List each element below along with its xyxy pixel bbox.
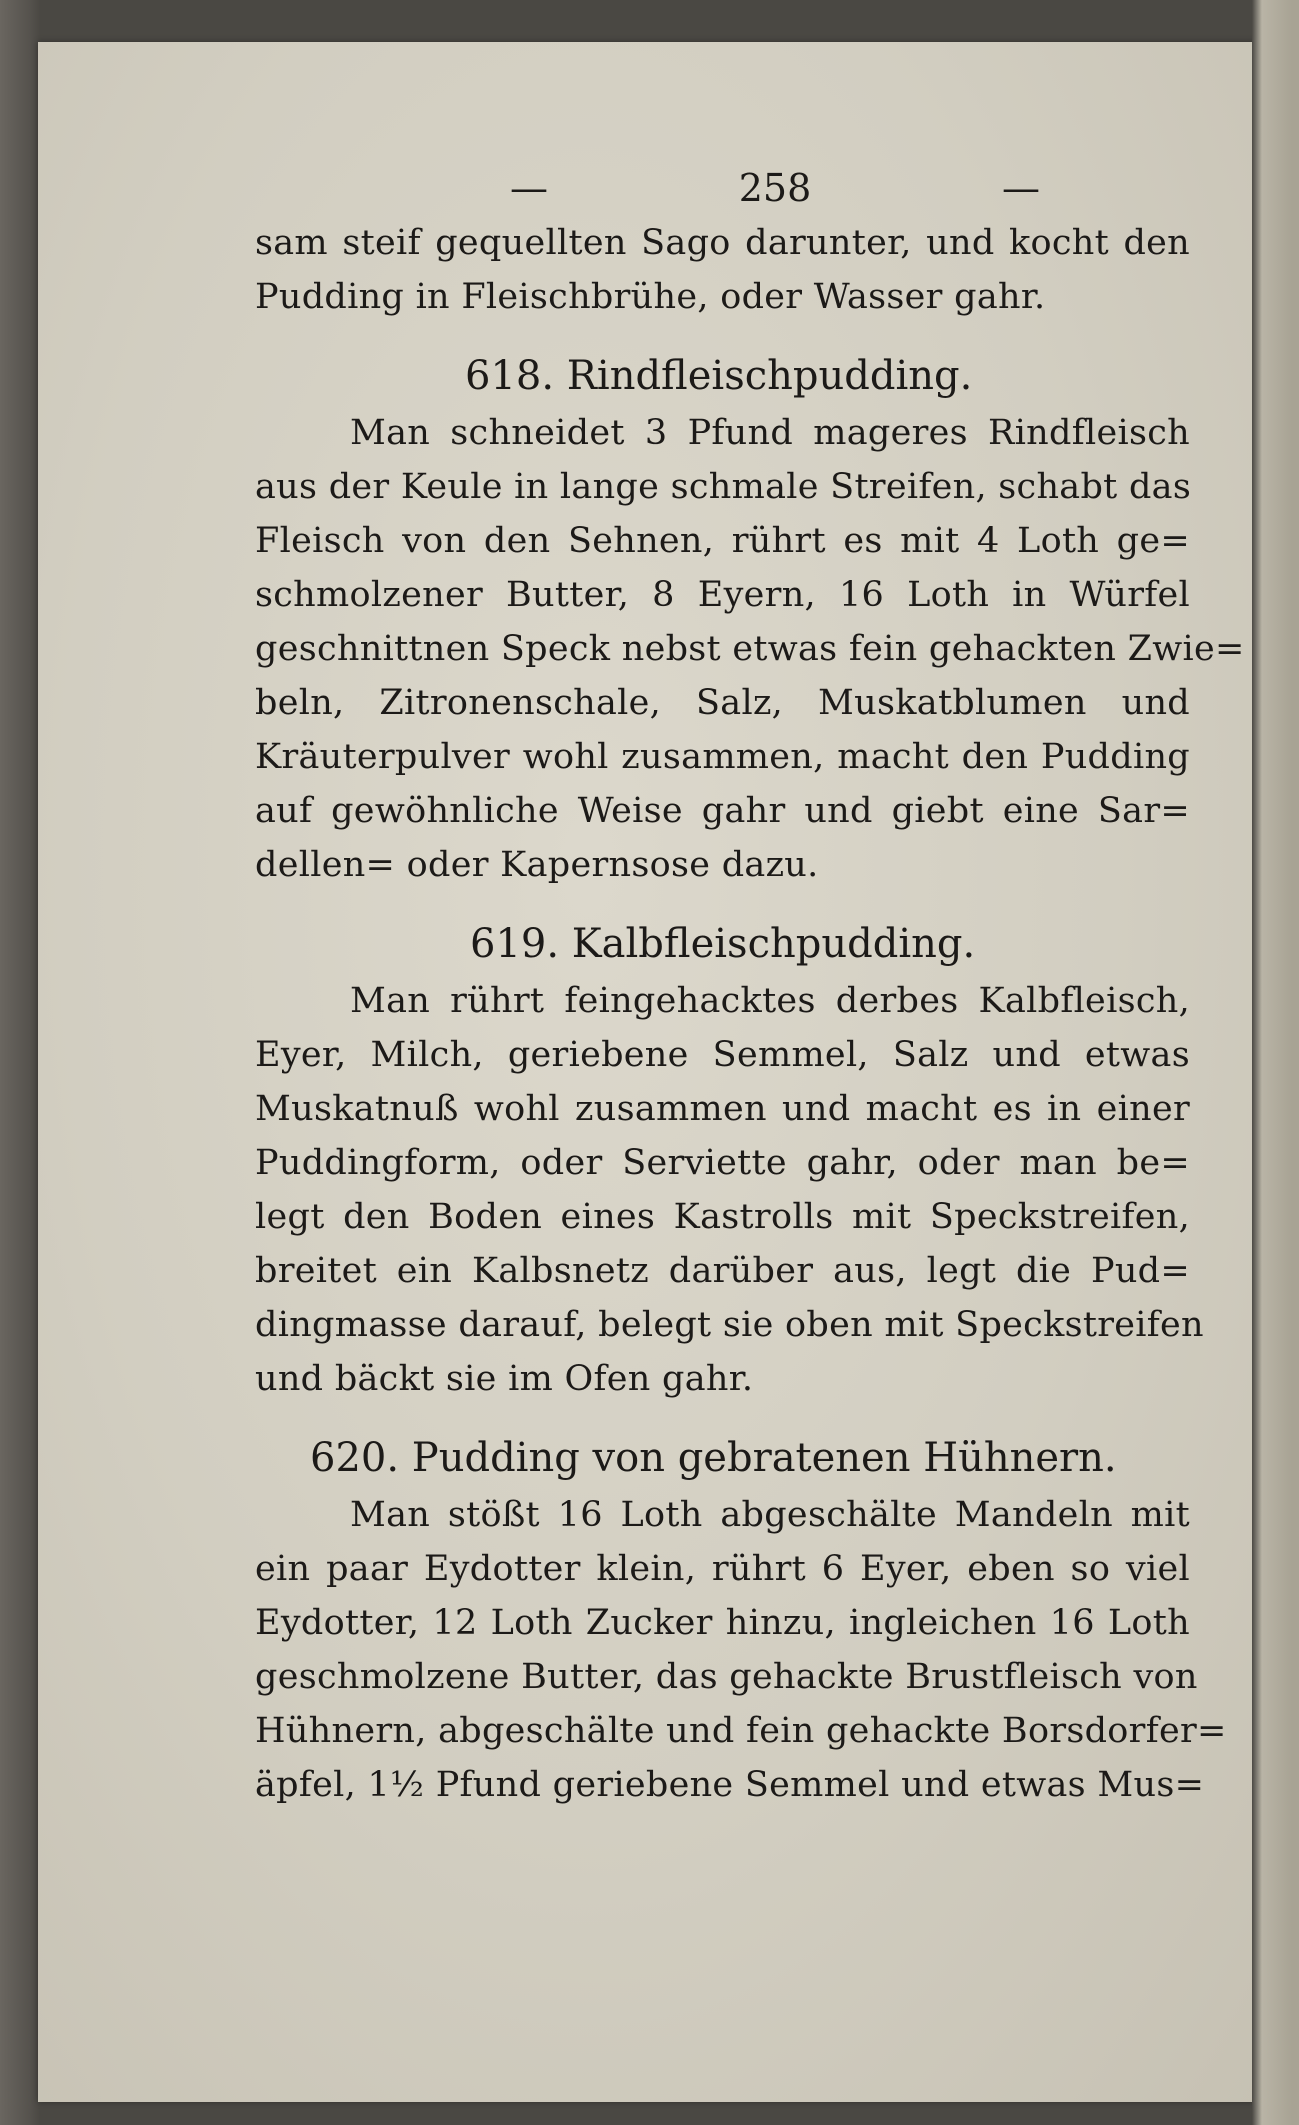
recipe-line: Kräuterpulver wohl zusammen, macht den Pudding <box>255 737 1190 777</box>
recipe-line: dingmasse darauf, belegt sie oben mit Speckstreifen <box>255 1305 1204 1345</box>
recipe-line: äpfel, 1½ Pfund geriebene Semmel und etwas Mus= <box>255 1765 1205 1805</box>
intro-line: sam steif gequellten Sago darunter, und kocht den <box>255 223 1190 263</box>
recipe-line: ein paar Eydotter klein, rührt 6 Eyer, eben so viel <box>255 1549 1190 1589</box>
header-dash-right: — <box>1002 166 1040 210</box>
recipe-line: Puddingform, oder Serviette gahr, oder man be= <box>255 1143 1190 1183</box>
recipe-line: Man rührt feingehacktes derbes Kalbfleisch, <box>350 981 1190 1021</box>
recipe-number: 620. <box>310 1435 400 1481</box>
recipe-line: Eydotter, 12 Loth Zucker hinzu, ingleichen 16 Loth <box>255 1603 1190 1643</box>
page-header <box>510 160 1040 216</box>
recipe-line: und bäckt sie im Ofen gahr. <box>255 1359 754 1399</box>
recipe-line: geschnittnen Speck nebst etwas fein gehackten Zwie= <box>255 629 1245 669</box>
recipe-line: Muskatnuß wohl zusammen und macht es in einer <box>255 1089 1190 1129</box>
recipe-line: beln, Zitronenschale, Salz, Muskatblumen und <box>255 683 1190 723</box>
recipe-line: Hühnern, abgeschälte und fein gehackte Borsdorfer= <box>255 1711 1227 1751</box>
recipe-title: Pudding von gebratenen Hühnern. <box>411 1435 1117 1481</box>
header-dash-left: — <box>510 166 548 210</box>
recipe-line: dellen= oder Kapernsose dazu. <box>255 845 819 885</box>
recipe-line: Man schneidet 3 Pfund mageres Rindfleisch <box>350 413 1190 453</box>
recipe-number: 618. <box>465 353 555 399</box>
recipe-line: schmolzener Butter, 8 Eyern, 16 Loth in Würfel <box>255 575 1190 615</box>
recipe-heading-619 <box>255 914 1190 974</box>
recipe-line: Eyer, Milch, geriebene Semmel, Salz und etwas <box>255 1035 1190 1075</box>
recipe-line: legt den Boden eines Kastrolls mit Speckstreifen, <box>255 1197 1190 1237</box>
recipe-line: Fleisch von den Sehnen, rührt es mit 4 Loth ge= <box>255 521 1190 561</box>
book-gutter <box>1252 0 1299 2125</box>
page-number: 258 <box>738 166 812 210</box>
recipe-heading-620 <box>255 1428 1190 1488</box>
recipe-line: Man stößt 16 Loth abgeschälte Mandeln mit <box>350 1495 1190 1535</box>
recipe-line: aus der Keule in lange schmale Streifen, schabt das <box>255 467 1192 507</box>
recipe-number: 619. <box>470 921 560 967</box>
recipe-line: auf gewöhnliche Weise gahr und giebt eine Sar= <box>255 791 1190 831</box>
page-text <box>255 160 1245 1812</box>
recipe-title: Rindfleischpudding. <box>566 353 973 399</box>
recipe-line: geschmolzene Butter, das gehackte Brustfleisch von <box>255 1657 1198 1697</box>
intro-line: Pudding in Fleischbrühe, oder Wasser gahr. <box>255 277 1046 317</box>
recipe-line: breitet ein Kalbsnetz darüber aus, legt die Pud= <box>255 1251 1190 1291</box>
recipe-title: Kalbfleischpudding. <box>571 921 976 967</box>
recipe-heading-618 <box>255 346 1190 406</box>
